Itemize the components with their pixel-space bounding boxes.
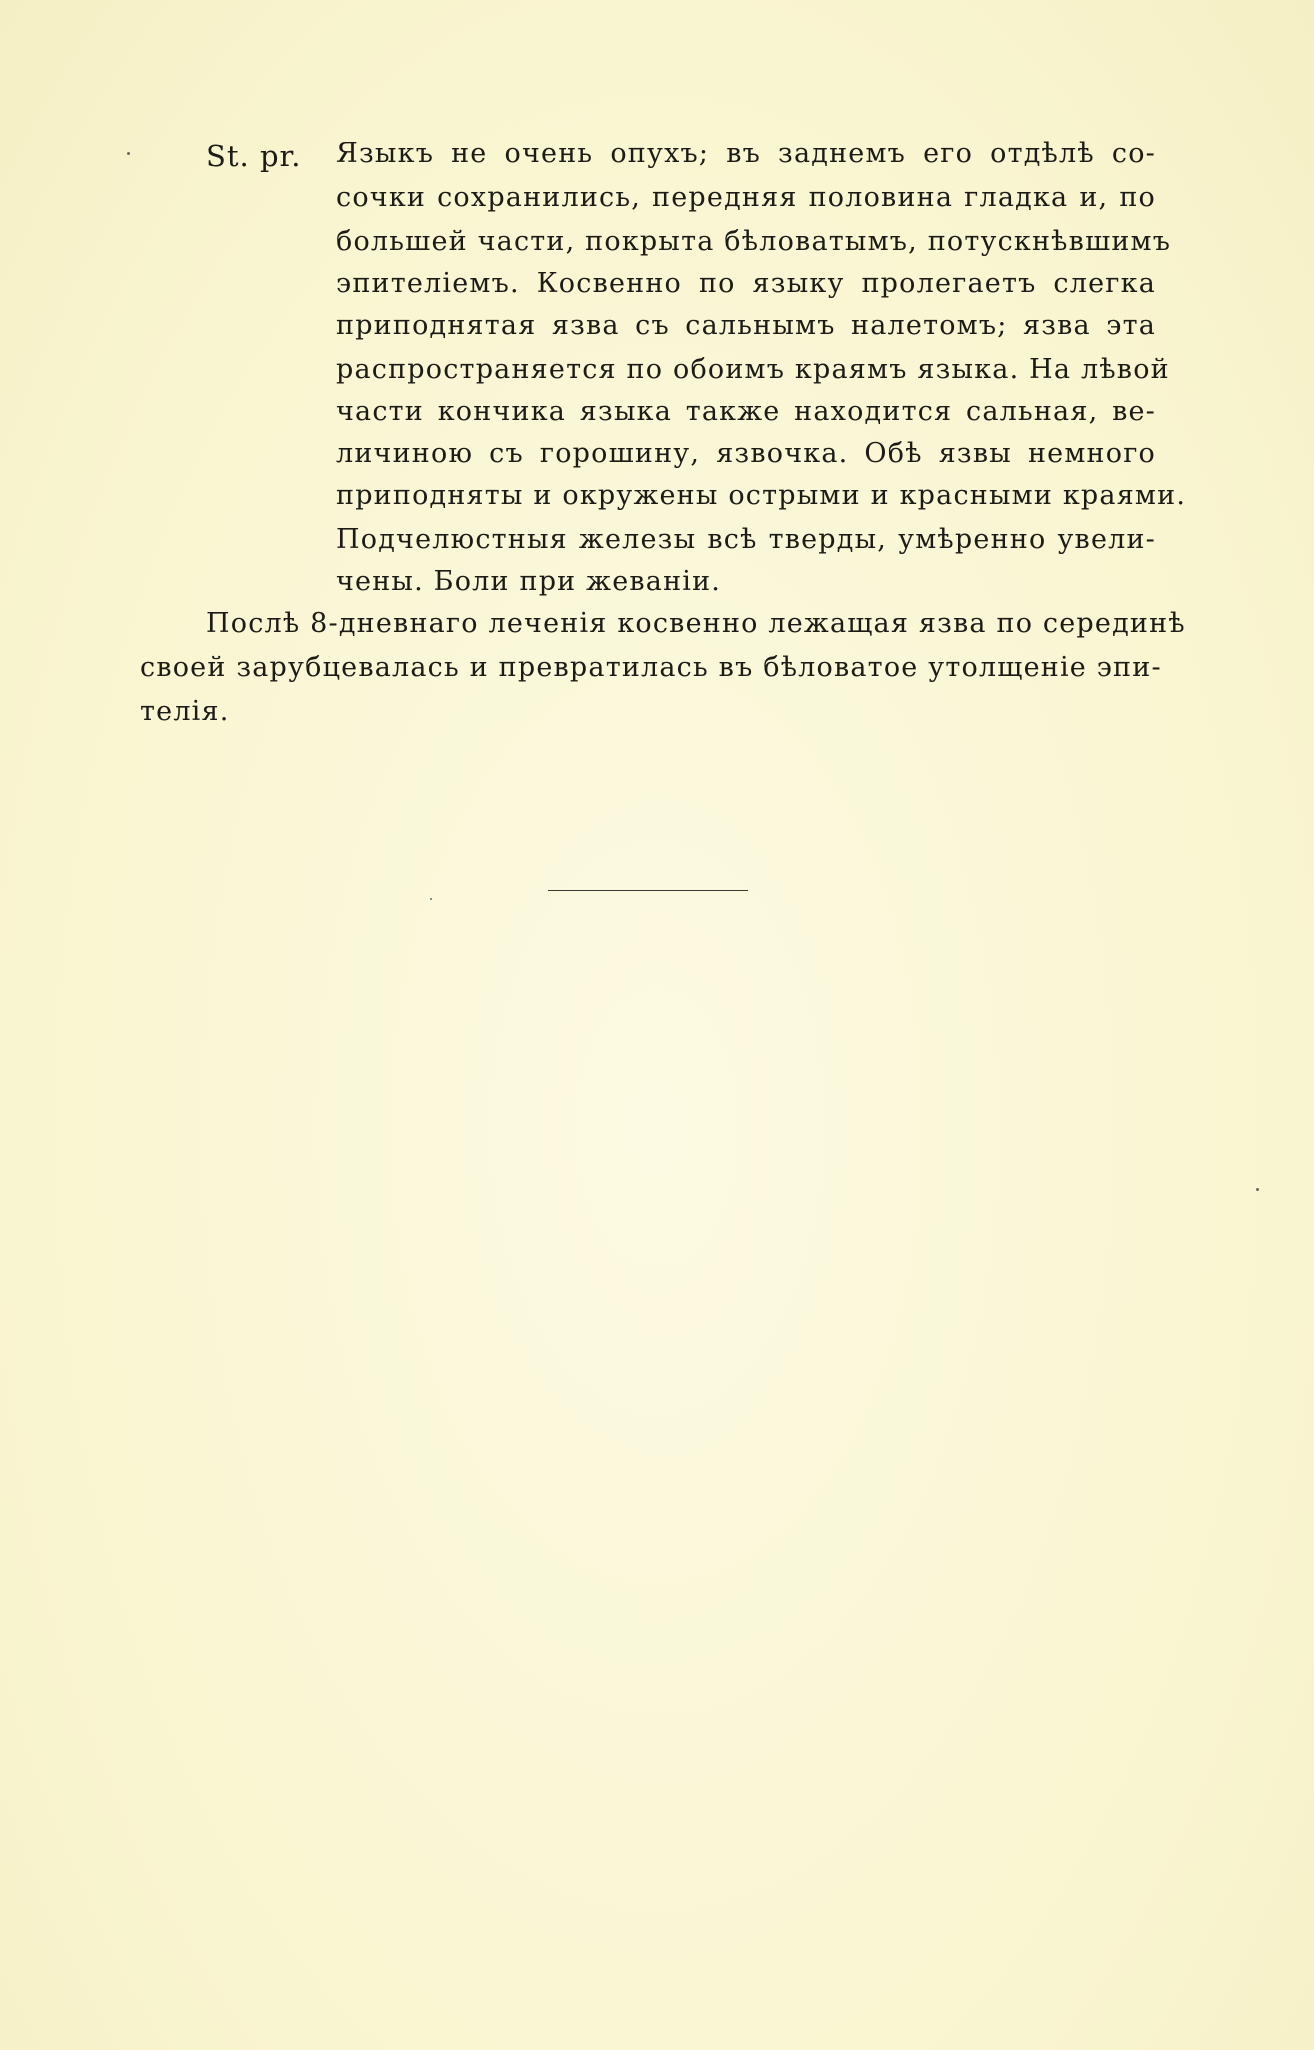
paragraph2-line-1: Послѣ 8-дневнаго леченія косвенно лежащая язва по серединѣ [206, 608, 1186, 639]
paragraph1-line-2: сочки сохранились, передняя половина гладка и, по [336, 182, 1156, 213]
paragraph1-line-7: части кончика языка также находится сальная, ве- [336, 396, 1156, 427]
paragraph1-line-8: личиною съ горошину, язвочка. Обѣ язвы немного [336, 438, 1156, 469]
paragraph1-line-6: распространяется по обоимъ краямъ языка. На лѣвой [336, 354, 1170, 385]
paragraph1-line-5: приподнятая язва съ сальнымъ налетомъ; язва эта [336, 310, 1156, 341]
section-divider [548, 890, 748, 891]
paragraph1-line-10: Подчелюстныя железы всѣ тверды, умѣренно увели- [336, 524, 1156, 555]
paragraph1-line-4: эпителіемъ. Косвенно по языку пролегаетъ слегка [336, 268, 1156, 299]
paragraph2-line-3: телія. [140, 696, 230, 727]
paper-speck [430, 898, 432, 900]
paragraph1-line-11: чены. Боли при жеванiи. [336, 566, 722, 597]
paper-speck [1256, 1188, 1259, 1191]
paper-speck [127, 152, 130, 155]
paragraph1-line-9: приподняты и окружены острыми и красными краями. [336, 480, 1187, 511]
paragraph1-line-3: большей части, покрыта бѣловатымъ, потускнѣвшимъ [336, 226, 1172, 257]
status-label: St. pr. [206, 139, 302, 173]
paragraph1-line-1: Языкъ не очень опухъ; въ заднемъ его отдѣлѣ со- [336, 138, 1156, 169]
paragraph2-line-2: своей зарубцевалась и превратилась въ бѣловатое утолщеніе эпи- [140, 652, 1162, 683]
